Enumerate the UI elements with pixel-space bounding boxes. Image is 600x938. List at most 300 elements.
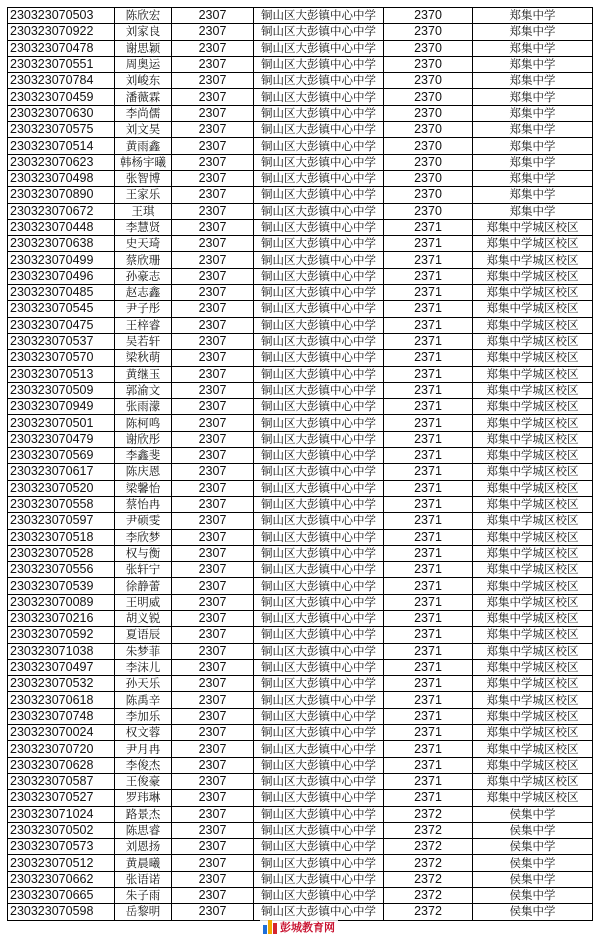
admit-school-cell: 郑集中学城区校区 — [473, 496, 593, 512]
table-row — [8, 708, 593, 724]
school-name-cell: 铜山区大彭镇中心中学 — [254, 448, 384, 464]
admit-code-cell: 2371 — [384, 529, 473, 545]
school-name-cell: 铜山区大彭镇中心中学 — [254, 40, 384, 56]
admit-school-cell: 郑集中学城区校区 — [473, 708, 593, 724]
admit-code-cell: 2371 — [384, 627, 473, 643]
admit-code-cell: 2371 — [384, 610, 473, 626]
student-name-cell: 张轩宁 — [115, 562, 172, 578]
school-code-cell: 2307 — [172, 562, 254, 578]
table-row — [8, 594, 593, 610]
student-name-cell: 陈欣宏 — [115, 8, 172, 24]
student-id-cell: 230323070499 — [8, 252, 115, 268]
student-id-cell: 230323070513 — [8, 366, 115, 382]
student-name-cell: 孙豪志 — [115, 268, 172, 284]
student-id-cell: 230323070617 — [8, 464, 115, 480]
school-name-cell: 铜山区大彭镇中心中学 — [254, 203, 384, 219]
table-row — [8, 89, 593, 105]
student-id-cell: 230323070527 — [8, 790, 115, 806]
admit-code-cell: 2370 — [384, 73, 473, 89]
school-code-cell: 2307 — [172, 301, 254, 317]
admit-code-cell: 2370 — [384, 187, 473, 203]
watermark — [260, 918, 338, 936]
site-logo-icon — [263, 920, 277, 934]
school-code-cell: 2307 — [172, 138, 254, 154]
table-row — [8, 790, 593, 806]
admit-school-cell: 郑集中学 — [473, 105, 593, 121]
school-name-cell: 铜山区大彭镇中心中学 — [254, 8, 384, 24]
student-id-cell: 230323070545 — [8, 301, 115, 317]
student-id-cell: 230323070520 — [8, 480, 115, 496]
student-id-cell: 230323070551 — [8, 56, 115, 72]
table-row — [8, 268, 593, 284]
student-id-cell: 230323070720 — [8, 741, 115, 757]
student-id-cell: 230323070539 — [8, 578, 115, 594]
admit-code-cell: 2370 — [384, 138, 473, 154]
student-id-cell: 230323070587 — [8, 773, 115, 789]
admit-school-cell: 郑集中学 — [473, 122, 593, 138]
school-code-cell: 2307 — [172, 415, 254, 431]
table-row — [8, 659, 593, 675]
school-code-cell: 2307 — [172, 888, 254, 904]
student-name-cell: 夏语辰 — [115, 627, 172, 643]
admit-school-cell: 侯集中学 — [473, 904, 593, 920]
school-code-cell: 2307 — [172, 268, 254, 284]
admit-school-cell: 郑集中学城区校区 — [473, 757, 593, 773]
student-id-cell: 230323070748 — [8, 708, 115, 724]
admit-code-cell: 2371 — [384, 285, 473, 301]
admit-code-cell: 2371 — [384, 659, 473, 675]
admit-code-cell: 2372 — [384, 904, 473, 920]
admit-school-cell: 郑集中学城区校区 — [473, 350, 593, 366]
student-name-cell: 李慧贤 — [115, 219, 172, 235]
student-name-cell: 徐静蕾 — [115, 578, 172, 594]
admit-school-cell: 郑集中学 — [473, 73, 593, 89]
admit-school-cell: 郑集中学城区校区 — [473, 236, 593, 252]
school-code-cell: 2307 — [172, 496, 254, 512]
student-id-cell: 230323070570 — [8, 350, 115, 366]
school-code-cell: 2307 — [172, 382, 254, 398]
admit-code-cell: 2370 — [384, 89, 473, 105]
table-row — [8, 203, 593, 219]
school-name-cell: 铜山区大彭镇中心中学 — [254, 529, 384, 545]
admit-school-cell: 郑集中学城区校区 — [473, 790, 593, 806]
admit-school-cell: 郑集中学城区校区 — [473, 610, 593, 626]
school-name-cell: 铜山区大彭镇中心中学 — [254, 757, 384, 773]
admit-code-cell: 2370 — [384, 203, 473, 219]
admit-code-cell: 2371 — [384, 757, 473, 773]
admit-code-cell: 2370 — [384, 122, 473, 138]
student-id-cell: 230323070922 — [8, 24, 115, 40]
table-row — [8, 757, 593, 773]
school-code-cell: 2307 — [172, 154, 254, 170]
admit-code-cell: 2371 — [384, 236, 473, 252]
table-row — [8, 56, 593, 72]
table-row — [8, 187, 593, 203]
student-id-cell: 230323070478 — [8, 40, 115, 56]
school-name-cell: 铜山区大彭镇中心中学 — [254, 773, 384, 789]
school-code-cell: 2307 — [172, 317, 254, 333]
school-name-cell: 铜山区大彭镇中心中学 — [254, 496, 384, 512]
school-name-cell: 铜山区大彭镇中心中学 — [254, 138, 384, 154]
admit-school-cell: 郑集中学城区校区 — [473, 382, 593, 398]
student-name-cell: 张智博 — [115, 170, 172, 186]
admit-code-cell: 2372 — [384, 888, 473, 904]
admit-school-cell: 郑集中学城区校区 — [473, 285, 593, 301]
admit-school-cell: 郑集中学城区校区 — [473, 594, 593, 610]
table-row — [8, 366, 593, 382]
student-id-cell: 230323070503 — [8, 8, 115, 24]
school-name-cell: 铜山区大彭镇中心中学 — [254, 513, 384, 529]
school-code-cell: 2307 — [172, 56, 254, 72]
student-name-cell: 路景杰 — [115, 806, 172, 822]
school-code-cell: 2307 — [172, 8, 254, 24]
admit-code-cell: 2371 — [384, 562, 473, 578]
student-id-cell: 230323070497 — [8, 659, 115, 675]
school-name-cell: 铜山区大彭镇中心中学 — [254, 415, 384, 431]
admit-school-cell: 侯集中学 — [473, 806, 593, 822]
table-row — [8, 676, 593, 692]
admit-code-cell: 2371 — [384, 448, 473, 464]
school-code-cell: 2307 — [172, 708, 254, 724]
school-code-cell: 2307 — [172, 725, 254, 741]
admit-school-cell: 郑集中学 — [473, 56, 593, 72]
student-id-cell: 230323070448 — [8, 219, 115, 235]
table-row — [8, 627, 593, 643]
student-id-cell: 230323070496 — [8, 268, 115, 284]
admit-school-cell: 郑集中学城区校区 — [473, 545, 593, 561]
school-name-cell: 铜山区大彭镇中心中学 — [254, 578, 384, 594]
school-name-cell: 铜山区大彭镇中心中学 — [254, 904, 384, 920]
student-name-cell: 刘家良 — [115, 24, 172, 40]
student-id-cell: 230323071038 — [8, 643, 115, 659]
student-id-cell: 230323070537 — [8, 333, 115, 349]
admit-school-cell: 郑集中学城区校区 — [473, 448, 593, 464]
table-row — [8, 170, 593, 186]
student-name-cell: 梁馨怡 — [115, 480, 172, 496]
student-id-cell: 230323070459 — [8, 89, 115, 105]
school-name-cell: 铜山区大彭镇中心中学 — [254, 122, 384, 138]
admit-school-cell: 郑集中学城区校区 — [473, 725, 593, 741]
admit-school-cell: 郑集中学城区校区 — [473, 627, 593, 643]
school-name-cell: 铜山区大彭镇中心中学 — [254, 382, 384, 398]
school-name-cell: 铜山区大彭镇中心中学 — [254, 839, 384, 855]
school-code-cell: 2307 — [172, 122, 254, 138]
admit-school-cell: 侯集中学 — [473, 888, 593, 904]
school-code-cell: 2307 — [172, 627, 254, 643]
school-name-cell: 铜山区大彭镇中心中学 — [254, 317, 384, 333]
school-name-cell: 铜山区大彭镇中心中学 — [254, 56, 384, 72]
school-name-cell: 铜山区大彭镇中心中学 — [254, 627, 384, 643]
student-name-cell: 王梓睿 — [115, 317, 172, 333]
school-code-cell: 2307 — [172, 594, 254, 610]
student-id-cell: 230323070485 — [8, 285, 115, 301]
admit-code-cell: 2371 — [384, 708, 473, 724]
school-name-cell: 铜山区大彭镇中心中学 — [254, 154, 384, 170]
student-name-cell: 孙天乐 — [115, 676, 172, 692]
student-id-cell: 230323070089 — [8, 594, 115, 610]
admit-school-cell: 郑集中学城区校区 — [473, 252, 593, 268]
admit-school-cell: 郑集中学城区校区 — [473, 399, 593, 415]
student-name-cell: 陈禹辛 — [115, 692, 172, 708]
admit-code-cell: 2371 — [384, 496, 473, 512]
school-code-cell: 2307 — [172, 366, 254, 382]
admit-code-cell: 2371 — [384, 431, 473, 447]
school-code-cell: 2307 — [172, 105, 254, 121]
admit-code-cell: 2371 — [384, 692, 473, 708]
table-row — [8, 773, 593, 789]
school-code-cell: 2307 — [172, 643, 254, 659]
school-name-cell: 铜山区大彭镇中心中学 — [254, 855, 384, 871]
student-id-cell: 230323070509 — [8, 382, 115, 398]
school-name-cell: 铜山区大彭镇中心中学 — [254, 676, 384, 692]
school-code-cell: 2307 — [172, 741, 254, 757]
table-row — [8, 138, 593, 154]
student-id-cell: 230323070575 — [8, 122, 115, 138]
school-name-cell: 铜山区大彭镇中心中学 — [254, 333, 384, 349]
student-id-cell: 230323070502 — [8, 822, 115, 838]
school-code-cell: 2307 — [172, 252, 254, 268]
admit-school-cell: 郑集中学 — [473, 187, 593, 203]
table-row — [8, 888, 593, 904]
admit-code-cell: 2372 — [384, 822, 473, 838]
admit-school-cell: 郑集中学城区校区 — [473, 643, 593, 659]
admit-school-cell: 郑集中学城区校区 — [473, 513, 593, 529]
student-name-cell: 张雨濛 — [115, 399, 172, 415]
student-name-cell: 史天琦 — [115, 236, 172, 252]
admit-code-cell: 2371 — [384, 399, 473, 415]
table-row — [8, 545, 593, 561]
admit-code-cell: 2371 — [384, 268, 473, 284]
school-code-cell: 2307 — [172, 529, 254, 545]
table-row — [8, 317, 593, 333]
student-id-cell: 230323070949 — [8, 399, 115, 415]
table-row — [8, 301, 593, 317]
admit-school-cell: 郑集中学城区校区 — [473, 219, 593, 235]
student-name-cell: 李鑫斐 — [115, 448, 172, 464]
school-name-cell: 铜山区大彭镇中心中学 — [254, 268, 384, 284]
school-code-cell: 2307 — [172, 578, 254, 594]
table-row — [8, 464, 593, 480]
table-row — [8, 806, 593, 822]
student-id-cell: 230323070623 — [8, 154, 115, 170]
school-code-cell: 2307 — [172, 73, 254, 89]
admit-school-cell: 郑集中学 — [473, 24, 593, 40]
school-name-cell: 铜山区大彭镇中心中学 — [254, 610, 384, 626]
admit-code-cell: 2371 — [384, 301, 473, 317]
student-name-cell: 岳黎明 — [115, 904, 172, 920]
school-code-cell: 2307 — [172, 692, 254, 708]
student-name-cell: 罗玮琳 — [115, 790, 172, 806]
school-code-cell: 2307 — [172, 399, 254, 415]
school-code-cell: 2307 — [172, 464, 254, 480]
school-code-cell: 2307 — [172, 285, 254, 301]
student-name-cell: 李欣梦 — [115, 529, 172, 545]
school-name-cell: 铜山区大彭镇中心中学 — [254, 187, 384, 203]
admit-code-cell: 2371 — [384, 513, 473, 529]
admit-school-cell: 郑集中学城区校区 — [473, 578, 593, 594]
student-name-cell: 尹子彤 — [115, 301, 172, 317]
student-name-cell: 赵志鑫 — [115, 285, 172, 301]
admit-school-cell: 郑集中学城区校区 — [473, 480, 593, 496]
table-row — [8, 448, 593, 464]
school-code-cell: 2307 — [172, 431, 254, 447]
admit-school-cell: 郑集中学 — [473, 138, 593, 154]
admit-code-cell: 2371 — [384, 317, 473, 333]
student-name-cell: 黄继玉 — [115, 366, 172, 382]
table-row — [8, 154, 593, 170]
admit-school-cell: 郑集中学城区校区 — [473, 301, 593, 317]
admit-school-cell: 郑集中学城区校区 — [473, 333, 593, 349]
student-name-cell: 谢欣彤 — [115, 431, 172, 447]
admit-code-cell: 2370 — [384, 8, 473, 24]
student-name-cell: 韩杨宇曦 — [115, 154, 172, 170]
admit-code-cell: 2371 — [384, 219, 473, 235]
student-name-cell: 王家乐 — [115, 187, 172, 203]
admit-school-cell: 郑集中学城区校区 — [473, 268, 593, 284]
student-id-cell: 230323070518 — [8, 529, 115, 545]
school-code-cell: 2307 — [172, 545, 254, 561]
watermark-text: 彭城教育网 — [280, 921, 335, 934]
school-name-cell: 铜山区大彭镇中心中学 — [254, 725, 384, 741]
student-name-cell: 陈柯鸣 — [115, 415, 172, 431]
admit-school-cell: 郑集中学城区校区 — [473, 464, 593, 480]
admit-code-cell: 2371 — [384, 545, 473, 561]
school-code-cell: 2307 — [172, 676, 254, 692]
school-name-cell: 铜山区大彭镇中心中学 — [254, 806, 384, 822]
school-code-cell: 2307 — [172, 219, 254, 235]
table-row — [8, 839, 593, 855]
student-id-cell: 230323070216 — [8, 610, 115, 626]
school-name-cell: 铜山区大彭镇中心中学 — [254, 545, 384, 561]
admit-school-cell: 郑集中学 — [473, 89, 593, 105]
student-id-cell: 230323070479 — [8, 431, 115, 447]
student-name-cell: 刘恩扬 — [115, 839, 172, 855]
school-code-cell: 2307 — [172, 806, 254, 822]
student-name-cell: 张语诺 — [115, 871, 172, 887]
student-name-cell: 陈庆恩 — [115, 464, 172, 480]
student-name-cell: 黄晨曦 — [115, 855, 172, 871]
school-name-cell: 铜山区大彭镇中心中学 — [254, 105, 384, 121]
school-name-cell: 铜山区大彭镇中心中学 — [254, 170, 384, 186]
school-code-cell: 2307 — [172, 822, 254, 838]
admit-school-cell: 侯集中学 — [473, 839, 593, 855]
school-name-cell: 铜山区大彭镇中心中学 — [254, 822, 384, 838]
table-row — [8, 382, 593, 398]
admit-school-cell: 郑集中学城区校区 — [473, 431, 593, 447]
student-id-cell: 230323070618 — [8, 692, 115, 708]
student-name-cell: 权与衡 — [115, 545, 172, 561]
student-name-cell: 李尚儒 — [115, 105, 172, 121]
table-row — [8, 871, 593, 887]
student-id-cell: 230323070573 — [8, 839, 115, 855]
table-row — [8, 513, 593, 529]
student-id-cell: 230323070024 — [8, 725, 115, 741]
admit-school-cell: 侯集中学 — [473, 871, 593, 887]
student-name-cell: 朱梦菲 — [115, 643, 172, 659]
table-row — [8, 496, 593, 512]
student-id-cell: 230323071024 — [8, 806, 115, 822]
school-code-cell: 2307 — [172, 170, 254, 186]
school-code-cell: 2307 — [172, 480, 254, 496]
admit-school-cell: 郑集中学 — [473, 8, 593, 24]
student-id-cell: 230323070501 — [8, 415, 115, 431]
table-row — [8, 73, 593, 89]
admit-code-cell: 2371 — [384, 350, 473, 366]
student-name-cell: 李沫儿 — [115, 659, 172, 675]
student-id-cell: 230323070665 — [8, 888, 115, 904]
school-name-cell: 铜山区大彭镇中心中学 — [254, 252, 384, 268]
school-name-cell: 铜山区大彭镇中心中学 — [254, 708, 384, 724]
school-code-cell: 2307 — [172, 513, 254, 529]
student-name-cell: 权文蓉 — [115, 725, 172, 741]
admit-code-cell: 2371 — [384, 741, 473, 757]
school-name-cell: 铜山区大彭镇中心中学 — [254, 480, 384, 496]
student-id-cell: 230323070672 — [8, 203, 115, 219]
table-row — [8, 578, 593, 594]
student-name-cell: 刘文昊 — [115, 122, 172, 138]
student-name-cell: 郭渝文 — [115, 382, 172, 398]
admit-code-cell: 2371 — [384, 725, 473, 741]
student-id-cell: 230323070597 — [8, 513, 115, 529]
student-id-cell: 230323070662 — [8, 871, 115, 887]
student-name-cell: 陈思睿 — [115, 822, 172, 838]
school-name-cell: 铜山区大彭镇中心中学 — [254, 692, 384, 708]
school-name-cell: 铜山区大彭镇中心中学 — [254, 643, 384, 659]
admission-table — [7, 7, 593, 921]
school-code-cell: 2307 — [172, 790, 254, 806]
school-code-cell: 2307 — [172, 187, 254, 203]
student-name-cell: 王俊豪 — [115, 773, 172, 789]
admit-code-cell: 2371 — [384, 252, 473, 268]
student-name-cell: 王明威 — [115, 594, 172, 610]
student-id-cell: 230323070514 — [8, 138, 115, 154]
student-id-cell: 230323070498 — [8, 170, 115, 186]
admit-code-cell: 2372 — [384, 806, 473, 822]
admit-code-cell: 2372 — [384, 839, 473, 855]
student-name-cell: 吴若轩 — [115, 333, 172, 349]
school-name-cell: 铜山区大彭镇中心中学 — [254, 236, 384, 252]
school-code-cell: 2307 — [172, 350, 254, 366]
school-name-cell: 铜山区大彭镇中心中学 — [254, 871, 384, 887]
school-code-cell: 2307 — [172, 610, 254, 626]
admit-code-cell: 2371 — [384, 773, 473, 789]
school-name-cell: 铜山区大彭镇中心中学 — [254, 741, 384, 757]
student-id-cell: 230323070569 — [8, 448, 115, 464]
student-id-cell: 230323070556 — [8, 562, 115, 578]
table-row — [8, 415, 593, 431]
admit-school-cell: 郑集中学城区校区 — [473, 562, 593, 578]
student-name-cell: 梁秋萌 — [115, 350, 172, 366]
admit-code-cell: 2371 — [384, 366, 473, 382]
school-code-cell: 2307 — [172, 839, 254, 855]
student-id-cell: 230323070528 — [8, 545, 115, 561]
table-row — [8, 431, 593, 447]
school-name-cell: 铜山区大彭镇中心中学 — [254, 89, 384, 105]
admit-code-cell: 2371 — [384, 790, 473, 806]
table-row — [8, 40, 593, 56]
admit-code-cell: 2370 — [384, 170, 473, 186]
school-name-cell: 铜山区大彭镇中心中学 — [254, 659, 384, 675]
student-name-cell: 王琪 — [115, 203, 172, 219]
admit-school-cell: 郑集中学城区校区 — [473, 529, 593, 545]
school-name-cell: 铜山区大彭镇中心中学 — [254, 790, 384, 806]
school-code-cell: 2307 — [172, 40, 254, 56]
school-name-cell: 铜山区大彭镇中心中学 — [254, 888, 384, 904]
student-name-cell: 潘薇霖 — [115, 89, 172, 105]
school-code-cell: 2307 — [172, 904, 254, 920]
admit-school-cell: 郑集中学城区校区 — [473, 659, 593, 675]
admit-code-cell: 2370 — [384, 24, 473, 40]
